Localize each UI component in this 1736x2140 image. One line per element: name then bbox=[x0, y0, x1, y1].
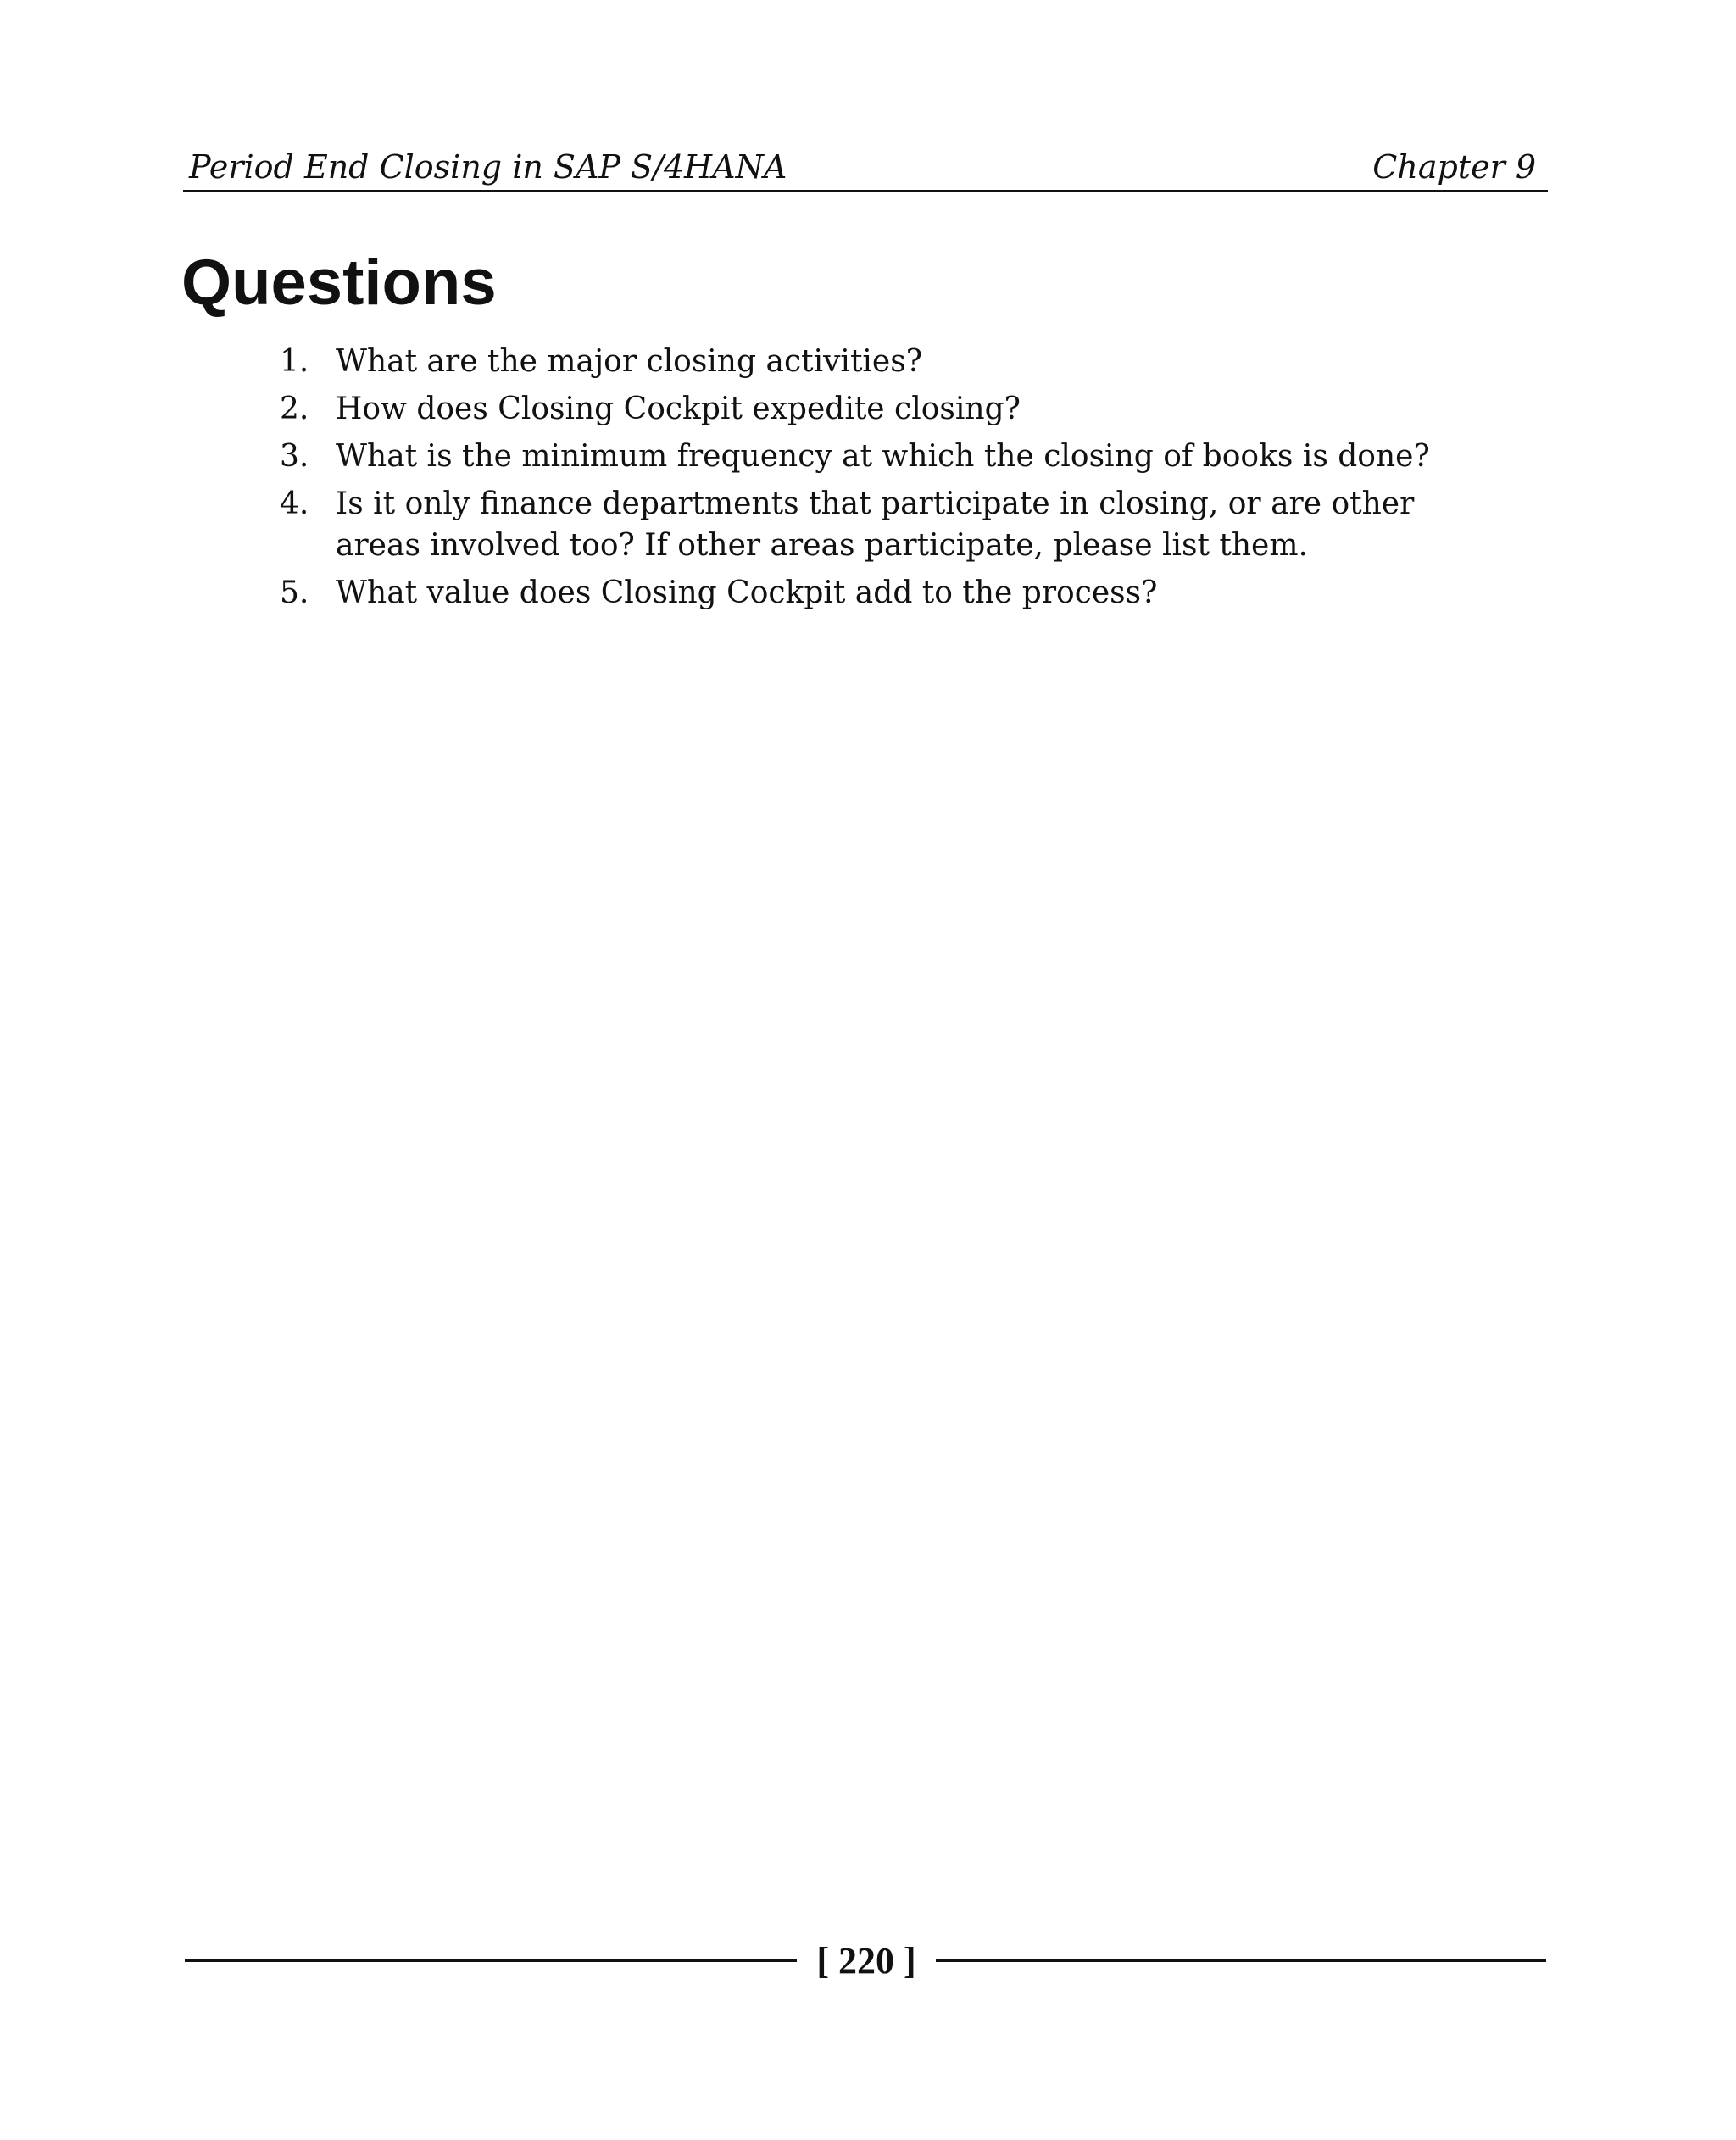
chapter-label: Chapter 9 bbox=[1372, 148, 1536, 186]
section-heading: Questions bbox=[181, 247, 497, 319]
book-title: Period End Closing in SAP S/4HANA bbox=[189, 148, 787, 186]
question-text: What value does Closing Cockpit add to the process? bbox=[336, 575, 1158, 610]
page-number: [ 220 ] bbox=[816, 1940, 916, 1982]
question-list bbox=[280, 341, 1483, 620]
question-number: 5. bbox=[280, 575, 309, 610]
header-rule bbox=[183, 190, 1548, 192]
question-item bbox=[280, 483, 1483, 566]
footer-rule-right bbox=[936, 1959, 1546, 1962]
footer-rule-left bbox=[185, 1959, 797, 1962]
running-header bbox=[185, 142, 1546, 192]
question-number: 4. bbox=[280, 486, 309, 521]
question-item bbox=[280, 341, 1483, 382]
question-item bbox=[280, 388, 1483, 430]
question-text: Is it only finance departments that participate in closing, or are other areas involved too? If other areas participate, please list them. bbox=[336, 486, 1415, 563]
question-text: What are the major closing activities? bbox=[336, 344, 922, 379]
question-text: How does Closing Cockpit expedite closing? bbox=[336, 392, 1021, 426]
question-text: What is the minimum frequency at which the closing of books is done? bbox=[336, 439, 1430, 474]
question-number: 1. bbox=[280, 344, 309, 379]
question-number: 2. bbox=[280, 392, 309, 426]
question-item bbox=[280, 436, 1483, 477]
question-item bbox=[280, 572, 1483, 614]
question-number: 3. bbox=[280, 439, 309, 474]
